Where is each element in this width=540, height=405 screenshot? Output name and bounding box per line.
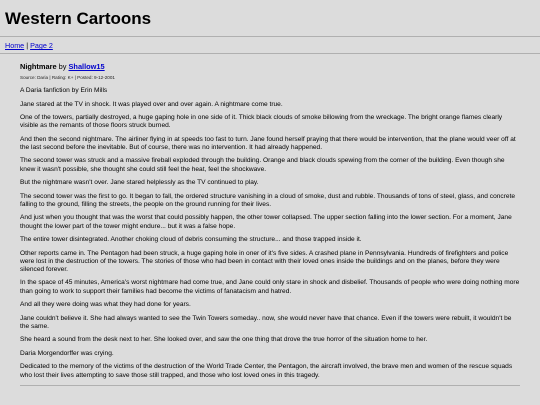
story-paragraph: Dedicated to the memory of the victims of the destruction of the World Trade Center, the Pentagon, the aircraft involved, the brave men and women of the rescue squads who lost their lives attempting to save those still trapped, and those who lost loved ones in this tragedy.: [20, 363, 513, 379]
story-paragraph: Jane stared at the TV in shock. It was played over and over again. A nightmare come true.: [20, 100, 283, 108]
story-paragraph: Daria Morgendorffer was crying.: [20, 349, 114, 357]
nav-bar: [0, 37, 540, 51]
story-paragraph: She heard a sound from the desk next to her. She looked over, and saw the one thing that drove the true horror of the situation home to her.: [20, 336, 428, 344]
footer-divider: [20, 385, 520, 386]
story-title: Nightmare: [20, 62, 57, 71]
story-by: by: [58, 62, 67, 71]
story-paragraph: And just when you thought that was the worst that could possibly happen, the other tower collapsed. The upper section falling into the lower section. For a moment, Jane thought the lower part of the tower might endure... but it was a false hope.: [20, 214, 512, 230]
nav-link-home[interactable]: Home: [5, 41, 25, 50]
story-paragraph: Jane couldn't believe it. She had always wanted to see the Twin Towers someday.. now, she would never have that chance. Even if the towers were rebuilt, it wouldn't be the same.: [20, 314, 512, 330]
story-paragraph: A Daria fanfiction by Erin Mills: [20, 87, 108, 94]
author-link[interactable]: Shallow15: [68, 62, 105, 71]
story-paragraph: And then the second nightmare. The airliner flying in at speeds too fast to turn. Jane found herself praying that there would be intervention, that the plane would veer off at the last second before the inevitable. But of course, there was no intervention. It had already happened.: [20, 135, 516, 151]
story-paragraph: And all they were doing was what they had done for years.: [20, 301, 191, 309]
story-meta: Source: Daria | Rating: K+ | Posted: 9-12-2001: [20, 75, 115, 80]
nav-separator: |: [26, 41, 29, 50]
site-title: Western Cartoons: [5, 9, 152, 28]
story-paragraph: The entire tower disintegrated. Another choking cloud of debris consuming the structure... and those trapped inside it.: [20, 236, 362, 244]
story-paragraph: But the nightmare wasn't over. Jane stared helplessly as the TV continued to play.: [20, 179, 259, 187]
story-header: [20, 54, 520, 71]
story-paragraph: Other reports came in. The Pentagon had been struck, a huge gaping hole in oner of it's five sides. A crashed plane in Pennsylvania. Hundreds of firefighters and police were lost in the destruction of the towers. The stories of those who had been in contact with their loved ones inside the buildings and on the planes, before they were silenced forever.: [20, 249, 509, 273]
story-paragraph: The second tower was struck and a massive fireball exploded through the building. Orange and black clouds spewing from the corner of the building. Even though she knew it wasn't possible, she thought she could still feel the heat, feel the shockwave.: [20, 157, 505, 173]
story-paragraph: One of the towers, partially destroyed, a huge gaping hole in one side of it. Thick black clouds of smoke billowing from the wreckage. The bright orange flames clearly visible as the remants of those floors struck burned.: [20, 114, 503, 130]
nav-link-page-2[interactable]: Page 2: [30, 41, 53, 50]
story-paragraph: In the space of 45 minutes, America's worst nightmare had come true, and Jane could only stare in shock and disbelief. Thousands of people who were doing nothing more than going to work to support their families had become the victims of fanatacism and hatred.: [20, 279, 520, 295]
story-paragraph: The second tower was the first to go. It began to fall, the ordered structure vanishing in a cloud of smoke, dust and rubble. Thousands of tons of steel, glass, and concrete falling to the ground, filling the streets, the people on the ground running for their lives.: [20, 192, 516, 208]
story: [20, 54, 520, 380]
